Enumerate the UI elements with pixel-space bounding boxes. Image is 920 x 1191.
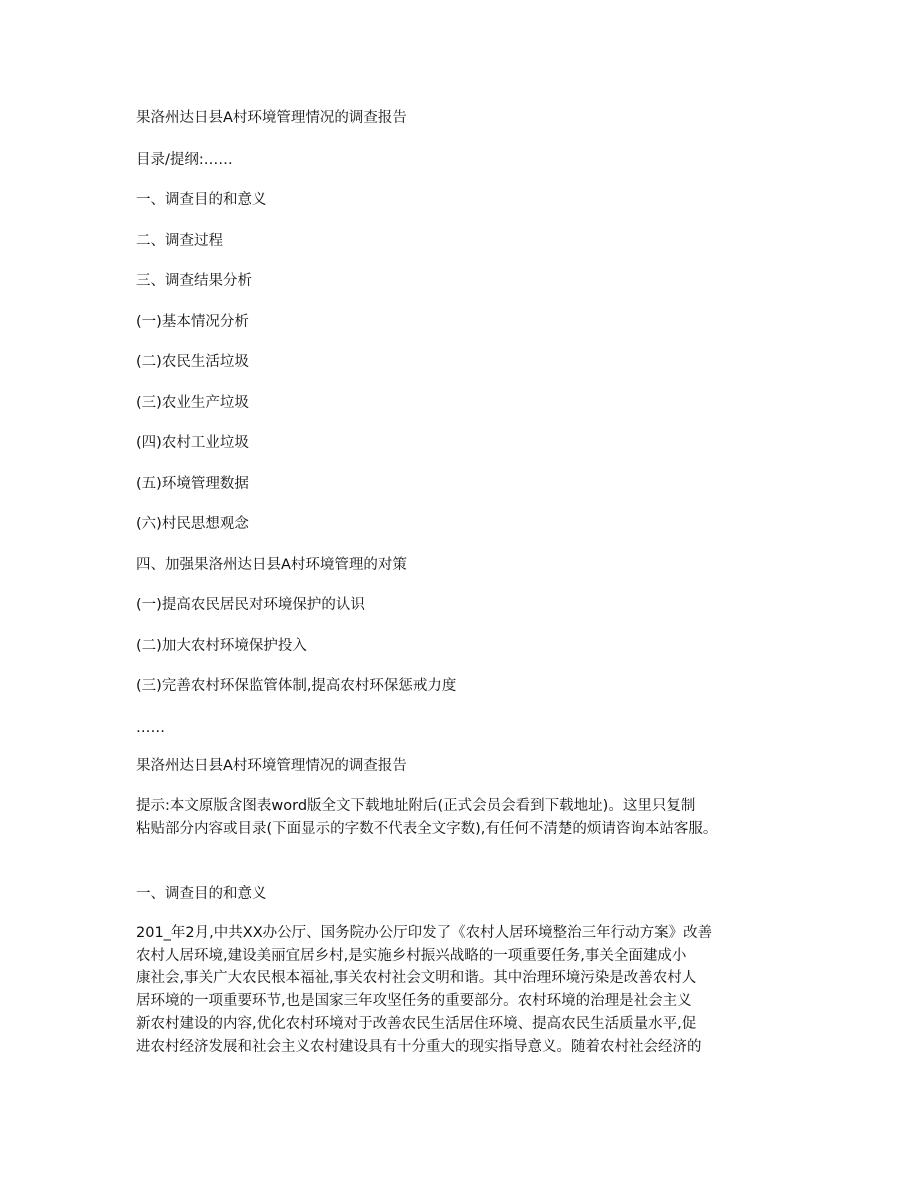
- toc-item: (四)农村工业垃圾: [136, 435, 249, 451]
- body-line: 进农村经济发展和社会主义农村建设具有十分重大的现实指导意义。随着农村社会经济的: [136, 1038, 702, 1055]
- toc-item: (三)完善农村环保监管体制,提高农村环保惩戒力度: [136, 678, 457, 694]
- toc-item: (六)村民思想观念: [136, 516, 249, 532]
- notice-line: 提示:本文原版含图表word版全文下载地址附后(正式会员会看到下载地址)。这里只复制: [136, 798, 696, 814]
- toc-item: 二、调查过程: [136, 233, 223, 249]
- body-line: 农村人居环境,建设美丽宜居乡村,是实施乡村振兴战略的一项重要任务,事关全面建成小: [136, 947, 687, 964]
- toc-item: (二)加大农村环境保护投入: [136, 638, 307, 654]
- document-title: 果洛州达日县A村环境管理情况的调查报告: [136, 110, 407, 126]
- toc-label: 目录/提纲:……: [136, 152, 233, 168]
- body-paragraph: [136, 922, 786, 1058]
- toc-item: (五)环境管理数据: [136, 476, 249, 492]
- body-line: 康社会,事关广大农民根本福祉,事关农村社会文明和谐。其中治理环境污染是改善农村人: [136, 970, 697, 987]
- document-title-repeat: 果洛州达日县A村环境管理情况的调查报告: [136, 758, 407, 774]
- toc-item: 三、调查结果分析: [136, 273, 252, 289]
- toc-item: (一)基本情况分析: [136, 314, 249, 330]
- download-notice: [136, 795, 786, 840]
- toc-item: (三)农业生产垃圾: [136, 395, 249, 411]
- body-line: 居环境的一项重要环节,也是国家三年攻坚任务的重要部分。农村环境的治理是社会主义: [136, 993, 692, 1010]
- notice-line: 粘贴部分内容或目录(下面显示的字数不代表全文字数),有任何不清楚的烦请咨询本站客服。: [136, 820, 718, 837]
- toc-item: 一、调查目的和意义: [136, 192, 267, 208]
- ellipsis: ……: [136, 720, 165, 736]
- body-line: 201_年2月,中共XX办公厅、国务院办公厅印发了《农村人居环境整治三年行动方案》改善: [136, 925, 713, 941]
- toc-item: (一)提高农民居民对环境保护的认识: [136, 597, 365, 613]
- toc-item: 四、加强果洛州达日县A村环境管理的对策: [136, 557, 407, 573]
- body-line: 新农村建设的内容,优化农村环境对于改善农民生活居住环境、提高农民生活质量水平,促: [136, 1015, 697, 1032]
- section-heading: 一、调查目的和意义: [136, 886, 267, 902]
- toc-item: (二)农民生活垃圾: [136, 354, 249, 370]
